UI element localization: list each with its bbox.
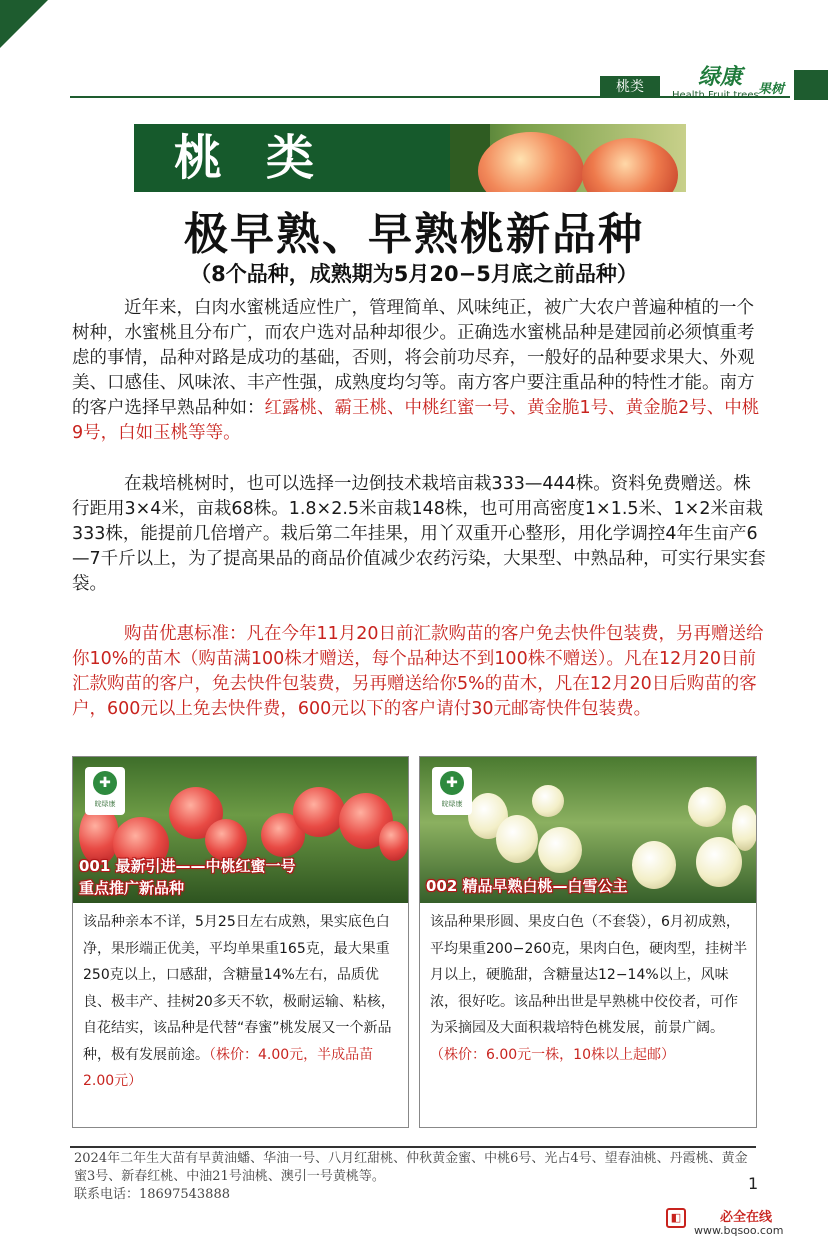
corner-fold-decoration: [0, 0, 48, 48]
description-text: 该品种果形圆、果皮白色（不套袋），6月初成熟，平均果重200−260克，果肉白色，硬肉型，挂树半月以上，硬脆甜，含糖量达12−14%以上，风味浓，很好吃。该品种出世是早熟桃中佼佼者，可作为采摘园及大面积栽培特色桃发展，前景广阔。: [430, 914, 748, 1036]
variety-tagline: 重点推广新品种: [79, 879, 185, 897]
logo-badge: [85, 767, 125, 815]
logo-badge: [432, 767, 472, 815]
logo-text: 皖绿康: [94, 800, 116, 808]
white-peach-fruit: [732, 805, 756, 851]
variety-price: （株价：6.00元一株，10株以上起邮）: [430, 1046, 675, 1063]
discount-text: 购苗优惠标准：凡在今年11月20日前汇款购苗的客户免去快件包装费，另再赠送给你10%的苗木（购苗满100株才赠送，每个品种达不到100株不赠送）。凡在12月20日前汇款购苗的客户，免去快件包装费，另再赠送给你5%的苗木，凡在12月20日后购苗的客户，600元以上免去快件费，600元以下的客户请付30元邮寄快件包装费。: [72, 624, 764, 719]
watermark-logo-icon: ◧: [666, 1208, 686, 1228]
cultivation-paragraph: [72, 472, 768, 597]
watermark-url: www.bqsoo.com: [694, 1224, 784, 1237]
white-peach-fruit: [538, 827, 582, 873]
footer-varieties: 2024年二年生大苗有早黄油蟠、华油一号、八月红甜桃、仲秋黄金蜜、中桃6号、光占4号、望春油桃、丹霞桃、黄金蜜3号、新春红桃、中油21号油桃、澳引一号黄桃等。: [74, 1151, 748, 1184]
variety-description: [83, 909, 401, 1095]
header-category-tab: 桃类: [600, 76, 660, 98]
white-peach-fruit: [532, 785, 564, 817]
page-subtitle: （8个品种，成熟期为5月20−5月底之前品种）: [190, 262, 638, 286]
variety-price: （株价：4.00元，半成品苗2.00元）: [83, 1046, 374, 1089]
footer-rule: [70, 1146, 756, 1148]
variety-description: [430, 909, 748, 1068]
brand-subtitle: Health Fruit trees: [672, 90, 759, 101]
intro-text: 近年来，白肉水蜜桃适应性广，管理简单、风味纯正，被广大农户普遍种植的一个树种，水蜜桃且分布广，而农户选对品种却很少。正确选水蜜桃品种是建园前必须慎重考虑的事情，品种对路是成功的基础，否则，将会前功尽弃，一般好的品种要求果大、外观美、口感佳、风味浓、丰产性强，成熟度均匀等。南方客户要注重品种的特性才能。南方的客户选择早熟品种如：: [72, 298, 755, 418]
category-banner: [134, 124, 686, 192]
header-block-decoration: [794, 70, 828, 100]
footer: [74, 1150, 754, 1204]
variety-name: 002 精品早熟白桃—白雪公主: [426, 877, 628, 895]
peach-fruit: [379, 821, 408, 861]
peach-fruit: [293, 787, 345, 837]
recommended-varieties: 红露桃、霸王桃、中桃红蜜一号、黄金脆1号、黄金脆2号、中桃9号，白如玉桃等等。: [72, 398, 760, 443]
variety-name: 001 最新引进——中桃红蜜一号: [79, 857, 296, 875]
banner-title: 桃类: [174, 130, 359, 186]
discount-paragraph: [72, 622, 768, 722]
watermark-name: 必全在线: [720, 1210, 773, 1225]
intro-paragraph: [72, 296, 768, 446]
brand-tree-label: 果树: [758, 82, 785, 97]
brand-logo-icon: ✚: [440, 771, 464, 795]
page-title: 极早熟、早熟桃新品种: [184, 209, 644, 260]
white-peach-fruit: [688, 787, 726, 827]
variety-card: [72, 756, 409, 1128]
white-peach-fruit: [496, 815, 538, 863]
brand-name: 绿康: [698, 65, 743, 90]
variety-card: [419, 756, 757, 1128]
logo-text: 皖绿康: [441, 800, 463, 808]
description-text: 该品种亲本不详，5月25日左右成熟，果实底色白净，果形端正优美，平均单果重165克，最大果重250克以上，口感甜，含糖量14%左右，品质优良、极丰产、挂树20多天不软，极耐运输、粘核，自花结实，该品种是代替“春蜜”桃发展又一个新品种，极有发展前途。: [83, 914, 395, 1063]
brand-logo-icon: ✚: [93, 771, 117, 795]
page-number: 1: [748, 1174, 759, 1193]
cultivation-text: 在栽培桃树时，也可以选择一边倒技术栽培亩栽333—444株。资料免费赠送。株行距用3×4米，亩栽68株。1.8×2.5米亩栽148株，也可用高密度1×1.5米、1×2米亩栽333株，能提前几倍增产。栽后第二年挂果，用丫双重开心整形，用化学调控4年生亩产6—7千斤以上，为了提高果品的商品价值减少农药污染，大果型、中熟品种，可实行果实套袋。: [72, 474, 766, 594]
banner-peach-photo: [450, 124, 686, 192]
variety-photo: [420, 757, 756, 903]
banner-peach: [478, 132, 584, 192]
white-peach-fruit: [632, 841, 676, 889]
banner-peach: [582, 138, 678, 192]
variety-photo: [73, 757, 408, 903]
contact-phone: 联系电话：18697543888: [74, 1187, 230, 1202]
